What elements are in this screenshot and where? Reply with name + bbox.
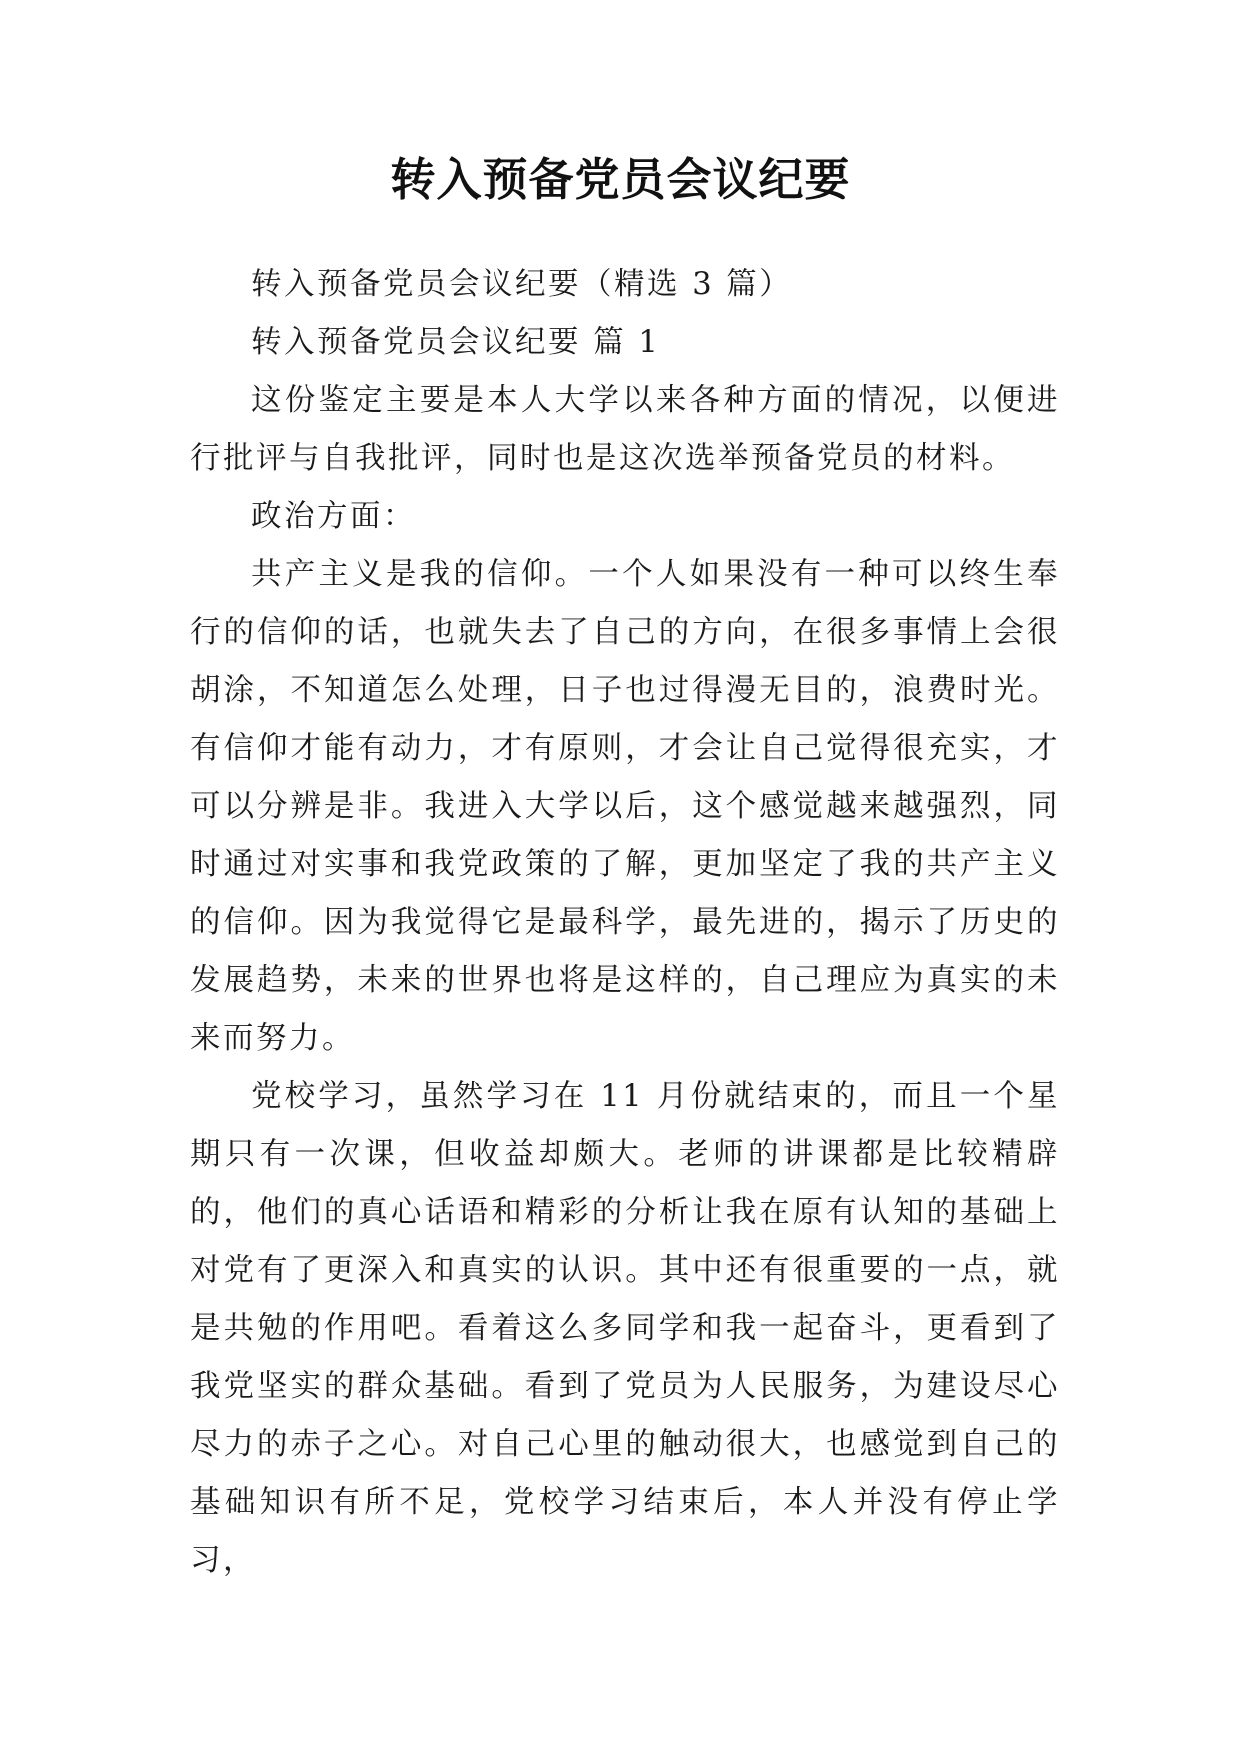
paragraph-party-school: 党校学习，虽然学习在 11 月份就结束的，而且一个星期只有一次课，但收益却颇大。老师的讲课都是比较精辟的，他们的真心话语和精彩的分析让我在原有认知的基础上对党有了更深入和真实的认识。其中还有很重要的一点，就是共勉的作用吧。看着这么多同学和我一起奋斗，更看到了我党坚实的群众基础。看到了党员为人民服务，为建设尽心尽力的赤子之心。对自己心里的触动很大，也感觉到自己的基础知识有所不足，党校学习结束后，本人并没有停止学习，: [190, 1079, 1060, 1578]
paragraph-belief: 共产主义是我的信仰。一个人如果没有一种可以终生奉行的信仰的话，也就失去了自己的方向，在很多事情上会很胡涂，不知道怎么处理，日子也过得漫无目的，浪费时光。有信仰才能有动力，才有原则，才会让自己觉得很充实，才可以分辨是非。我进入大学以后，这个感觉越来越强烈，同时通过对实事和我党政策的了解，更加坚定了我的共产主义的信仰。因为我觉得它是最科学，最先进的，揭示了历史的发展趋势，未来的世界也将是这样的，自己理应为真实的未来而努力。: [190, 557, 1060, 1056]
document-title: 转入预备党员会议纪要: [390, 153, 851, 206]
paragraph-intro: 这份鉴定主要是本人大学以来各种方面的情况，以便进行批评与自我批评，同时也是这次选举预备党员的材料。: [190, 383, 1060, 476]
paragraph-politics-heading: 政治方面：: [251, 499, 416, 534]
paragraph-heading-selection: 转入预备党员会议纪要（精选 3 篇）: [251, 267, 793, 302]
paragraph-heading-part-1: 转入预备党员会议纪要 篇 1: [251, 325, 661, 360]
document-body: [190, 256, 1060, 1590]
